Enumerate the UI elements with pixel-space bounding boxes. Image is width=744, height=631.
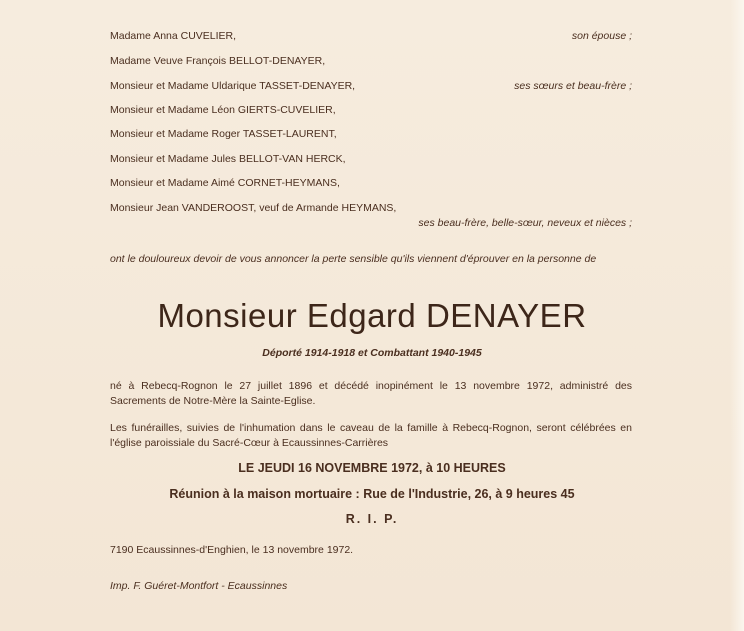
family-name: Monsieur Jean VANDEROOST, veuf de Armande HEYMANS, <box>110 202 397 214</box>
place-date: 7190 Ecaussinnes-d'Enghien, le 13 novembre 1972. <box>110 544 354 556</box>
page-edge <box>730 0 744 631</box>
family-row <box>110 55 632 68</box>
family-row <box>110 30 632 43</box>
family-relation: ses sœurs et beau-frère ; <box>514 80 632 92</box>
funeral-date: LE JEUDI 16 NOVEMBRE 1972, à 10 HEURES <box>238 461 506 475</box>
rip: R. I. P. <box>345 512 399 526</box>
family-row <box>110 80 632 93</box>
meeting-info: Réunion à la maison mortuaire : Rue de l'Industrie, 26, à 9 heures 45 <box>169 487 575 501</box>
family-name: Monsieur et Madame Jules BELLOT-VAN HERCK, <box>110 153 346 165</box>
birth-death-text: né à Rebecq-Rognon le 27 juillet 1896 et décédé inopinément le 13 novembre 1972, administré des Sacrements de Notre-Mère la Sainte-Eglise. <box>110 380 632 407</box>
family-name: Monsieur et Madame Léon GIERTS-CUVELIER, <box>110 104 336 116</box>
family-row <box>110 153 632 166</box>
family-row <box>110 104 632 117</box>
funeral-info-text: Les funérailles, suivies de l'inhumation dans le caveau de la famille à Rebecq-Rognon, seront célébrées en l'église paroissiale du Sacré-Cœur à Ecaussinnes-Carrières <box>110 422 632 449</box>
deceased-name: Monsieur Edgard DENAYER <box>157 297 587 334</box>
printer-credit: Imp. F. Guéret-Montfort - Ecaussinnes <box>110 580 288 592</box>
family-row <box>110 128 632 141</box>
deceased-subtitle: Déporté 1914-1918 et Combattant 1940-1945 <box>262 347 482 359</box>
family-name: Monsieur et Madame Roger TASSET-LAURENT, <box>110 128 337 140</box>
family-name: Madame Anna CUVELIER, <box>110 30 237 42</box>
family-closing-relation: ses beau-frère, belle-sœur, neveux et nièces ; <box>418 217 632 229</box>
family-row <box>110 177 632 190</box>
family-name: Monsieur et Madame Uldarique TASSET-DENAYER, <box>110 80 356 92</box>
intro-text: ont le douloureux devoir de vous annoncer la perte sensible qu'ils viennent d'éprouver en la personne de <box>110 253 597 265</box>
family-relation: son épouse ; <box>571 30 632 42</box>
family-row <box>110 202 632 215</box>
family-name: Monsieur et Madame Aimé CORNET-HEYMANS, <box>110 177 340 189</box>
family-name: Madame Veuve François BELLOT-DENAYER, <box>110 55 326 67</box>
